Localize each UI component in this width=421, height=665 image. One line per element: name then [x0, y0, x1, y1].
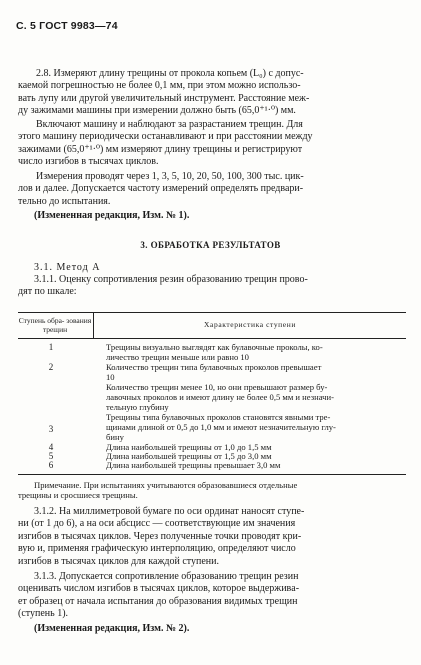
stage-number: 4	[48, 442, 54, 452]
method-heading: 3.1. Метод А	[34, 262, 101, 273]
table-header-rule	[18, 338, 406, 339]
stage-description: Количество трещин типа булавочных проколов превышает 10	[106, 362, 322, 382]
table-bottom-rule	[18, 474, 406, 475]
stage-description: Трещины типа булавочных проколов становятся явными тре- щинами длиной от 0,5 до 1,0 мм и имеют незначительную глу- бину	[106, 412, 336, 442]
scale-table	[18, 312, 406, 470]
paragraph-measure: Измерения проводят через 1, 3, 5, 10, 20, 50, 100, 300 тыс. цик- лов и далее. Допускается частоту измерений определять предвари- тельно до испытания.	[18, 171, 304, 207]
stage-number: 5	[48, 451, 54, 461]
paragraph-3-1-3: 3.1.3. Допускается сопротивление образованию трещин резин оценивать числом изгибов в тысячах циклов, которое выдерживa- ет образец от начала испытания до образования видимых трещин (ступень 1).	[18, 571, 300, 620]
revision-note-1: (Измененная редакция, Изм. № 1).	[34, 210, 190, 221]
stage-number: 1	[48, 342, 54, 352]
section-title: 3. ОБРАБОТКА РЕЗУЛЬТАТОВ	[140, 240, 281, 250]
stage-number: 2	[48, 362, 54, 372]
stage-description: Трещины визуально выглядят как булавочные проколы, ко- личество трещин меньше или равно 10	[106, 342, 323, 362]
revision-note-2: (Измененная редакция, Изм. № 2).	[34, 623, 190, 634]
stage-number: 3	[48, 424, 54, 434]
stage-description: Длина наибольшей трещины от 1,0 до 1,5 мм	[106, 442, 272, 452]
table-note: Примечание. При испытаниях учитываются образовавшиеся отдельные трещины и сросшиеся трещины.	[18, 480, 298, 501]
stage-description: Длина наибольшей трещины от 1,5 до 3,0 мм	[106, 451, 272, 461]
paragraph-3-1-1: 3.1.1. Оценку сопротивления резин образованию трещин прово- дят по шкале:	[18, 274, 308, 298]
paragraph-include: Включают машину и наблюдают за разрастанием трещин. Для этого машину периодически останавливают и при расстоянии между зажимами (65,0⁺¹·⁰) мм измеряют длину трещины и регистрируют число изгибов в тысячах циклов.	[18, 119, 313, 168]
stage-description: Количество трещин менее 10, но они превышают размер бу- лавочных проколов и имеют длину не более 0,5 мм и незначи- тельную глубину	[106, 382, 334, 412]
col-header-characteristic: Характеристика ступени	[204, 320, 296, 329]
stage-description: Длина наибольшей трещины превышает 3,0 мм	[106, 460, 281, 470]
stage-number: 6	[48, 460, 54, 470]
col-header-stage: Ступень обра- зования трещин	[18, 316, 92, 334]
page-header: С. 5 ГОСТ 9983—74	[16, 20, 118, 32]
table-top-rule	[18, 312, 406, 313]
paragraph-2-8: 2.8. Измеряют длину трещины от прокола копьем (L₀) с допус- каемой погрешностью не более 0,1 мм, при этом можно использо- вать лупу или другой увеличительный инструмент. Расстояние меж- ду зажимами машины при измерении должно быть (65,0⁺¹·⁰) мм.	[18, 68, 310, 117]
paragraph-3-1-2: 3.1.2. На миллиметровой бумаге по оси ординат наносят ступе- ни (от 1 до 6), а на оси абсцисс — соответствующие им значения изгибов в тысячах циклов. Через полученные точки проводят кри- вую и, применяя графическую интерполяцию, определяют число изгибов в тысячах циклов для каждой ступени.	[18, 506, 305, 567]
